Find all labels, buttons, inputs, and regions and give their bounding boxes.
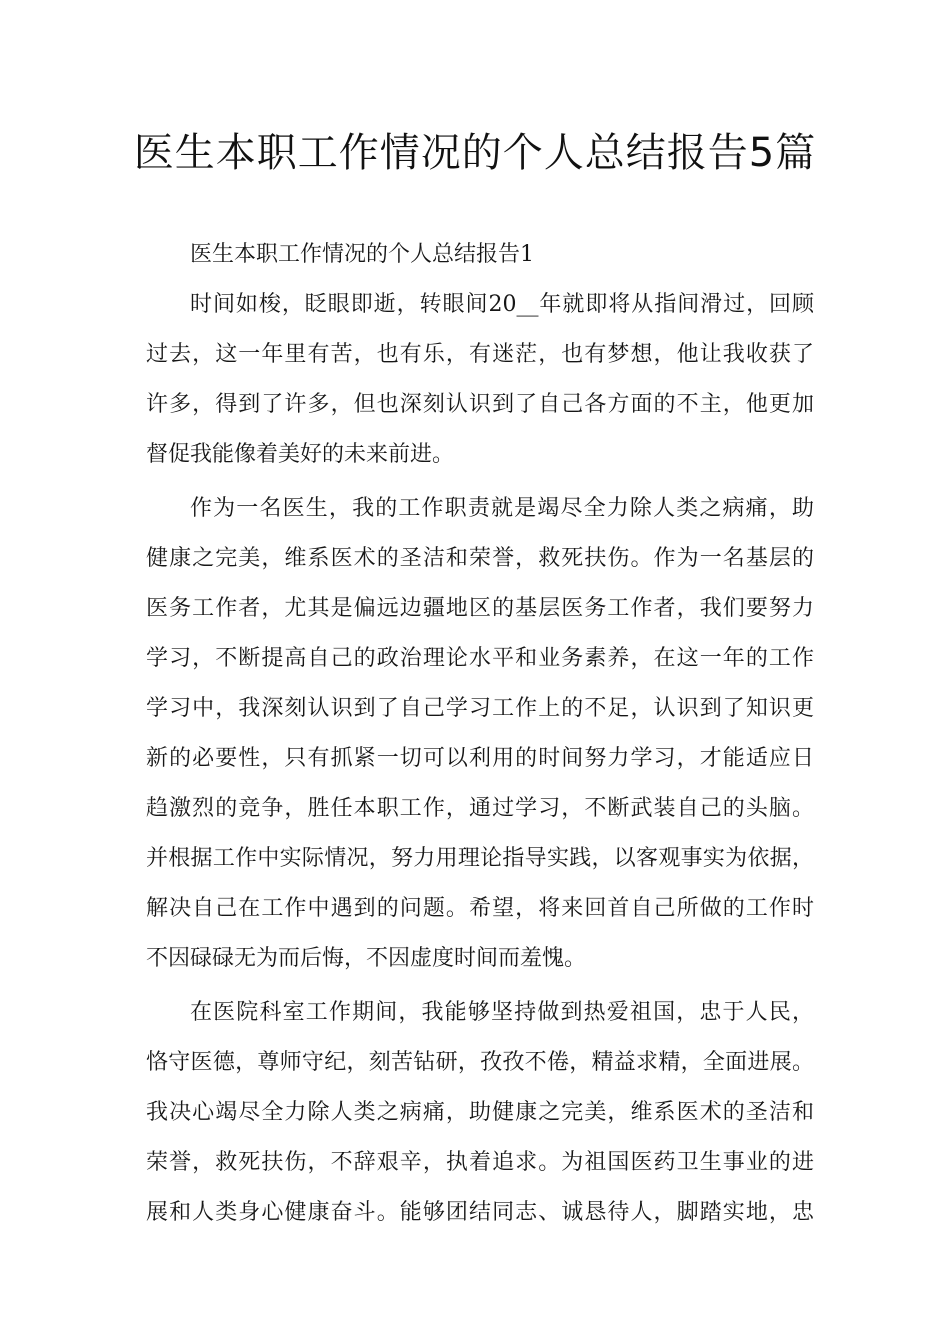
paragraph-line: 许多，得到了许多，但也深刻认识到了自己各方面的不主，他更加	[146, 392, 814, 417]
paragraph-first-line: 在医院科室工作期间，我能够坚持做到热爱祖国，忠于人民，	[190, 1000, 814, 1025]
paragraph-line: 荣誉，救死扶伤，不辞艰辛，执着追求。为祖国医药卫生事业的进	[146, 1150, 814, 1175]
document-title: 医生本职工作情况的个人总结报告5篇	[133, 130, 817, 176]
paragraph-first-line: 时间如梭，眨眼即逝，转眼间20__年就即将从指间滑过，回顾	[190, 292, 814, 317]
paragraph-line: 恪守医德，尊师守纪，刻苦钻研，孜孜不倦，精益求精，全面进展。	[146, 1050, 814, 1075]
paragraph-first-line: 作为一名医生，我的工作职责就是竭尽全力除人类之病痛，助	[190, 496, 814, 521]
paragraph-line: 新的必要性，只有抓紧一切可以利用的时间努力学习，才能适应日	[146, 746, 814, 771]
paragraph-line: 过去，这一年里有苦，也有乐，有迷茫，也有梦想，他让我收获了	[146, 342, 814, 367]
paragraph-line: 督促我能像着美好的未来前进。	[146, 442, 455, 467]
paragraph-line: 我决心竭尽全力除人类之病痛，助健康之完美，维系医术的圣洁和	[146, 1100, 814, 1125]
paragraph-line: 学习，不断提高自己的政治理论水平和业务素养，在这一年的工作	[146, 646, 814, 671]
paragraph-line: 学习中，我深刻认识到了自己学习工作上的不足，认识到了知识更	[146, 696, 814, 721]
paragraph-line: 医务工作者，尤其是偏远边疆地区的基层医务工作者，我们要努力	[146, 596, 814, 621]
paragraph-line: 并根据工作中实际情况，努力用理论指导实践，以客观事实为依据，	[146, 846, 814, 871]
paragraph-first-line: 医生本职工作情况的个人总结报告1	[190, 242, 534, 267]
paragraph-line: 解决自己在工作中遇到的问题。希望，将来回首自己所做的工作时	[146, 896, 814, 921]
paragraph-line: 健康之完美，维系医术的圣洁和荣誉，救死扶伤。作为一名基层的	[146, 546, 814, 571]
paragraph-line: 展和人类身心健康奋斗。能够团结同志、诚恳待人，脚踏实地，忠	[146, 1200, 814, 1225]
document-body	[146, 230, 814, 1238]
paragraph-line: 趋激烈的竞争，胜任本职工作，通过学习，不断武装自己的头脑。	[146, 796, 814, 821]
paragraph-line: 不因碌碌无为而后悔，不因虚度时间而羞愧。	[146, 946, 587, 971]
